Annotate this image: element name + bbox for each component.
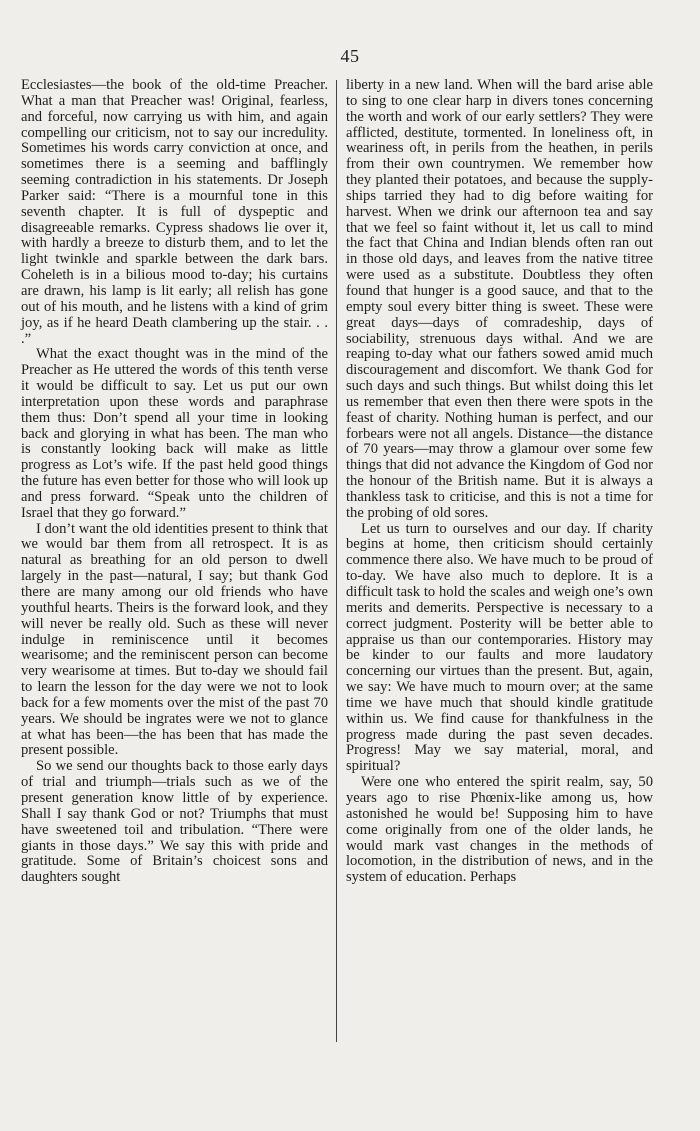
paragraph: I don’t want the old identities present to think that we would bar them from all retrospect. It is as natural as breathing for an old person to dwell largely in the past—natural, I say; but thank God there are many among our old friends who have youthful hearts. Theirs is the forward look, and they will never be really old. Such as these will never indulge in reminiscence until it becomes wearisome; and the reminiscent person can become very wearisome at times. But to-day we should fail to learn the lesson for the day were we not to look back for a few moments over the mist of the past 70 years. We should be ingrates were we not to glance at what has been—the has been that has made the present possible.: [21, 520, 328, 759]
paragraph: What the exact thought was in the mind of the Preacher as He uttered the words of this tenth verse it would be difficult to say. Let us put our own interpretation upon these words and paraphrase them thus: Don’t spend all your time in looking back and glorying in what has been. The man who is constantly looking back will make as little progress as Lot’s wife. If the past held good things the future has even better for those who will look up and press forward. “Speak unto the children of Israel that they go forward.”: [21, 346, 328, 521]
paragraph: Ecclesiastes—the book of the old-time Preacher. What a man that Preacher was! Original, fearless, and forceful, now carrying us with him, and again compelling our criticism, not to say our incredulity. Sometimes his words carry conviction at once, and sometimes there is a seeming and bafflingly seeming contradiction in his statements. Dr Joseph Parker said: “There is a mournful tone in this seventh chapter. It is full of dyspeptic and disagreeable remarks. Cypress shadows lie over it, with hardly a breeze to disturb them, and to let the light twinkle and sparkle between the dark bars. Coheleth is in a bilious mood to-day; his curtains are drawn, his lamp is lit early; all relish has gone out of his mouth, and he listens with a kind of grim joy, as if he heard Death clambering up the stair. . . .”: [21, 77, 328, 347]
left-column: [21, 78, 328, 886]
page-number: 45: [340, 46, 360, 66]
paragraph: Let us turn to ourselves and our day. If charity begins at home, then criticism should certainly commence there also. We have much to be proud of to-day. We have also much to deplore. It is a difficult task to hold the scales and weigh one’s own merits and demerits. Perspective is necessary to a correct judgment. Posterity will be better able to appraise us than our contemporaries. History may be kinder to our faults and more laudatory concerning our virtues than the present. But, again, we say: We have much to mourn over; at the same time we have much that should kindle gratitude within us. We find cause for thankfulness in the progress made during the past seven decades. Progress! May we say material, moral, and spiritual?: [346, 520, 653, 775]
paragraph: So we send our thoughts back to those early days of trial and triumph—trials such as we of the present generation know little of by experience. Shall I say thank God or not? Triumphs that must have sweetened toil and tribulation. “There were giants in those days.” We say this with pride and gratitude. Some of Britain’s choicest sons and daughters sought: [21, 758, 328, 886]
right-column: [346, 78, 653, 886]
paragraph: Were one who entered the spirit realm, say, 50 years ago to rise Phœnix-like among us, how astonished he would be! Supposing him to have come originally from one of the older lands, he would mark vast changes in the methods of locomotion, in the distribution of news, and in the system of education. Perhaps: [346, 774, 653, 886]
column-divider: [336, 80, 337, 1042]
paragraph: liberty in a new land. When will the bard arise able to sing to one clear harp in divers tones concerning the worth and work of our early settlers? They were afflicted, destitute, tormented. In loneliness oft, in weariness oft, in perils from the heathen, in perils from their own countrymen. We remember how they planted their potatoes, and because the supply-ships tarried they had to dig before waiting for harvest. When we drink our afternoon tea and say that we feel so faint without it, let us call to mind the fact that China and Indian blends often ran out in those old days, and leaves from the native titree were used as a substitute. Doubtless they often found that hunger is a good sauce, and that to the empty soul every bitter thing is sweet. These were great days—days of comradeship, days of sociability, strenuous days withal. And we are reaping to-day what our fathers sowed amid much discouragement and discomfort. We thank God for such days and such things. But whilst doing this let us remember that even then there were spots in the feast of charity. Nothing human is perfect, and our forbears were not all angels. Distance—the distance of 70 years—may throw a glamour over some few things that did not advance the Kingdom of God nor the honour of the British name. But it is always a thankless task to criticise, and this is not a time for the probing of old sores.: [346, 77, 653, 521]
